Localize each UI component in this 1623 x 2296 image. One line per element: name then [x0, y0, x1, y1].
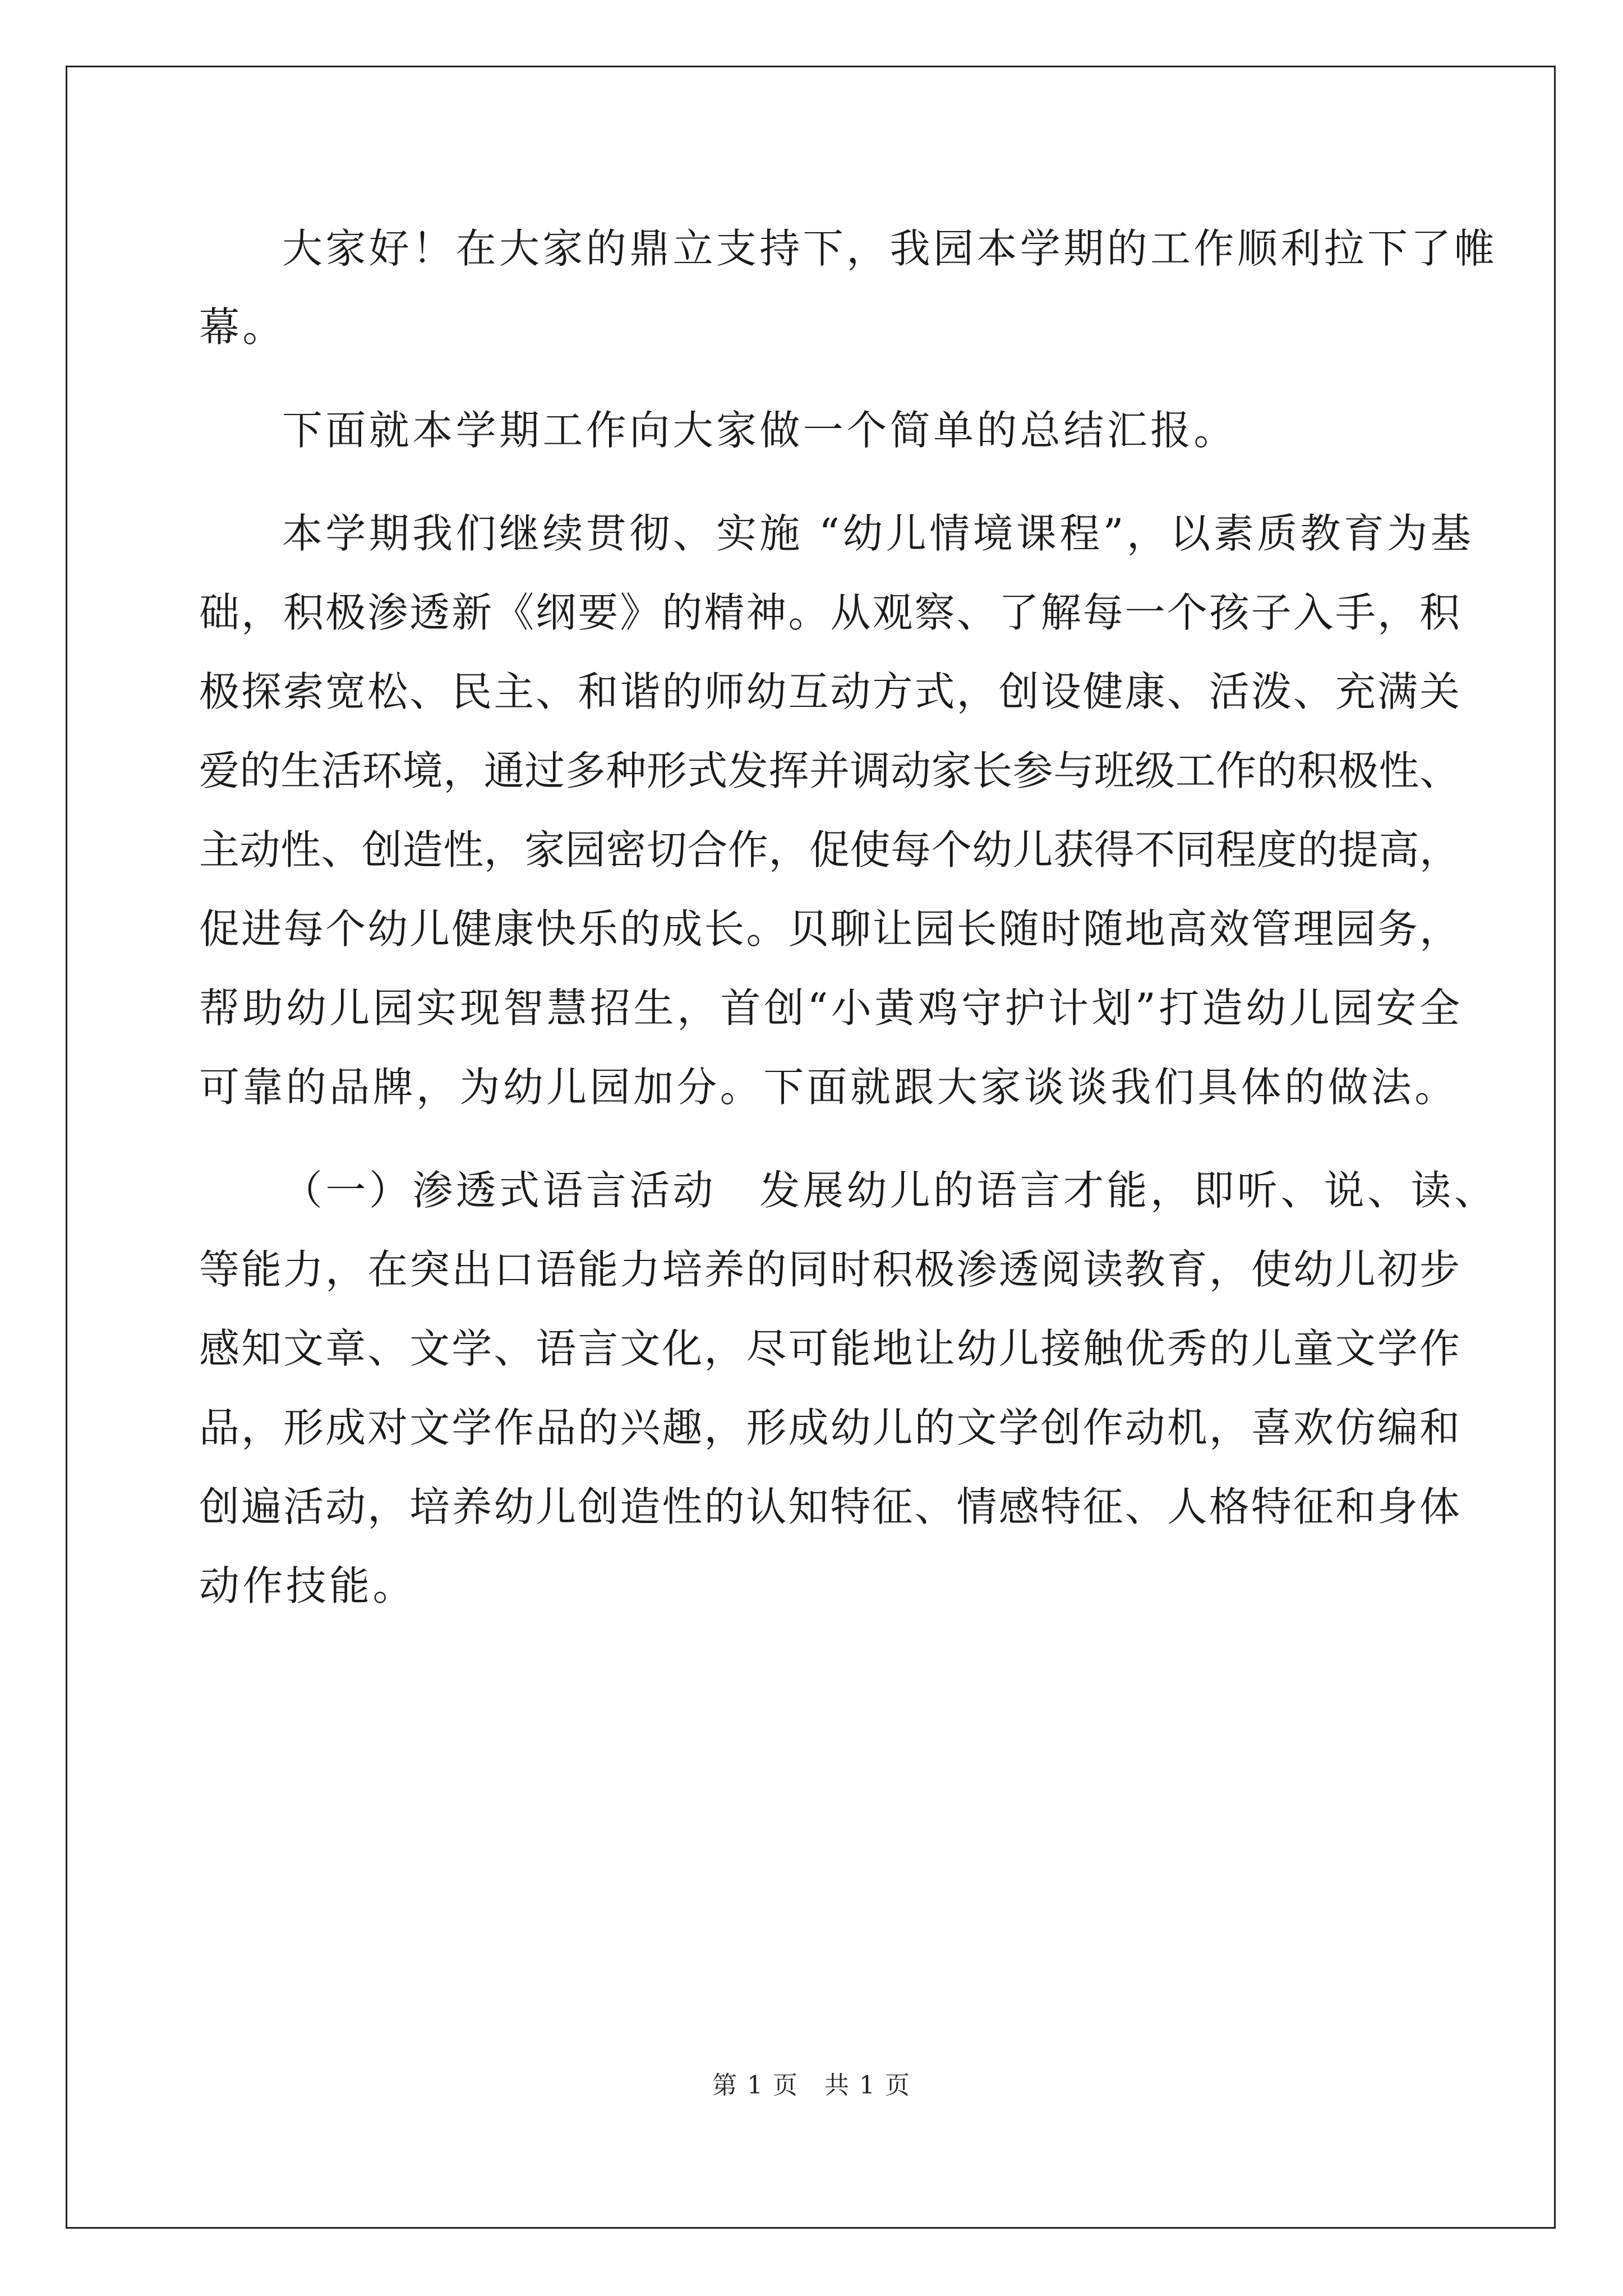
paragraph-3-line-8: 可靠的品牌，为幼儿园加分。下面就跟大家谈谈我们具体的做法。 [199, 1064, 1458, 1111]
paragraph-3-line-2: 础，积极渗透新《纲要》的精神。从观察、了解每一个孩子入手，积 [199, 589, 1460, 636]
paragraph-3-line-5: 主动性、创造性，家园密切合作，促使每个幼儿获得不同程度的提高， [199, 826, 1460, 873]
paragraph-1-line-1: 大家好！在大家的鼎立支持下，我园本学期的工作顺利拉下了帷 [282, 225, 1498, 272]
paragraph-4-line-5: 创遍活动，培养幼儿创造性的认知特征、情感特征、人格特征和身体 [199, 1483, 1460, 1530]
paragraph-4-line-6: 动作技能。 [199, 1562, 417, 1609]
paragraph-4-line-2: 等能力，在突出口语能力培养的同时积极渗透阅读教育，使幼儿初步 [199, 1246, 1460, 1293]
paragraph-3-line-3: 极探索宽松、民主、和谐的师幼互动方式，创设健康、活泼、充满关 [199, 668, 1460, 715]
paragraph-4-line-3: 感知文章、文学、语言文化，尽可能地让幼儿接触优秀的儿童文学作 [199, 1325, 1460, 1372]
paragraph-4-line-1: （一）渗透式语言活动 发展幼儿的语言才能，即听、说、读、 [282, 1167, 1498, 1214]
paragraph-3-line-6: 促进每个幼儿健康快乐的成长。贝聊让园长随时随地高效管理园务， [199, 905, 1460, 953]
page-number-footer: 第 1 页 共 1 页 [712, 2071, 911, 2100]
paragraph-2-line-1: 下面就本学期工作向大家做一个简单的总结汇报。 [282, 407, 1237, 454]
paragraph-3-line-1: 本学期我们继续贯彻、实施 “幼儿情境课程”，以素质教育为基 [282, 510, 1474, 557]
paragraph-4-line-4: 品，形成对文学作品的兴趣，形成幼儿的文学创作动机，喜欢仿编和 [199, 1404, 1460, 1451]
page-border [66, 66, 1556, 2229]
paragraph-1-line-2: 幕。 [199, 303, 286, 351]
paragraph-3-line-4: 爱的生活环境，通过多种形式发挥并调动家长参与班级工作的积极性、 [199, 747, 1460, 794]
paragraph-3-line-7: 帮助幼儿园实现智慧招生，首创“小黄鸡守护计划”打造幼儿园安全 [199, 984, 1460, 1032]
